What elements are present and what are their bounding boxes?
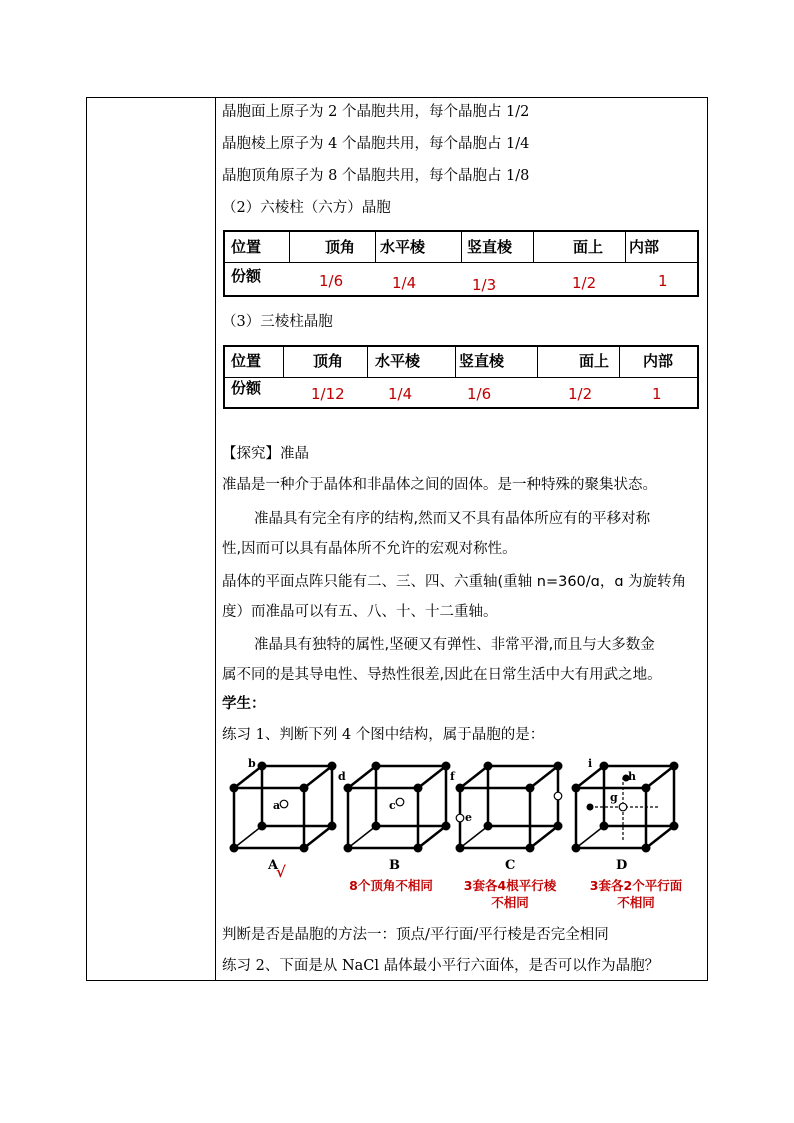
student-label: 学生：	[222, 696, 266, 712]
caption-d-line2: 不相同	[617, 895, 655, 910]
tri-col-divider	[283, 347, 284, 377]
point-label-d: d	[338, 770, 346, 783]
hex-col-divider	[289, 232, 290, 262]
tri-col-divider	[367, 347, 368, 377]
caption-b	[336, 877, 446, 894]
tri-row-label: 份额	[231, 379, 262, 397]
tri-prism-table	[223, 345, 699, 409]
caption-c	[452, 877, 568, 911]
exercise-1: 练习 1、判断下列 4 个图中结构，属于晶胞的是：	[222, 727, 545, 743]
point-label-i: i	[588, 757, 593, 770]
column-divider	[215, 97, 216, 981]
hex-col-divider	[625, 232, 626, 262]
hex-header-vertical-edge: 竖直棱	[467, 238, 513, 256]
hex-col-divider	[533, 232, 534, 262]
tri-col-divider	[455, 347, 456, 377]
point-label-c: c	[389, 799, 396, 812]
hex-col-divider	[461, 232, 462, 262]
point-label-a: a	[273, 799, 281, 812]
quasicrystal-axes-2: 度）而准晶可以有五、八、十、十二重轴。	[222, 604, 498, 620]
quasicrystal-definition: 准晶是一种介于晶体和非晶体之间的固体。是一种特殊的聚集状态。	[222, 477, 657, 493]
hex-value-face: 1/2	[572, 274, 597, 292]
hex-header-horizontal-edge: 水平棱	[380, 238, 426, 256]
caption-c-line2: 不相同	[491, 895, 529, 910]
hex-value-interior: 1	[658, 272, 668, 290]
hex-header-position: 位置	[231, 238, 262, 256]
point-label-f: f	[450, 770, 455, 783]
quasicrystal-structure-1: 准晶具有完全有序的结构,然而又不具有晶体所应有的平移对称	[254, 511, 651, 527]
hex-value-vertical-edge: 1/3	[472, 276, 497, 294]
tri-value-horizontal-edge: 1/4	[388, 385, 413, 403]
figure-label-b: B	[389, 858, 400, 873]
exercise-2: 练习 2、下面是从 NaCl 晶体最小平行六面体，是否可以作为晶胞？	[222, 958, 660, 974]
hex-prism-table	[223, 230, 699, 297]
tri-header-interior: 内部	[643, 352, 674, 370]
hex-col-divider	[375, 232, 376, 262]
cube-c	[460, 766, 558, 848]
quasicrystal-properties-2: 属不同的是其导电性、导热性很差,因此在日常生活中大有用武之地。	[222, 667, 662, 683]
tri-value-face: 1/2	[568, 385, 593, 403]
hex-value-corner: 1/6	[319, 272, 344, 290]
tri-header-face: 面上	[579, 352, 610, 370]
point-label-e: e	[465, 811, 472, 824]
check-mark: √	[276, 863, 286, 881]
method-line: 判断是否是晶胞的方法一：顶点/平行面/平行棱是否完全相同	[222, 927, 609, 943]
tri-header-horizontal-edge: 水平棱	[375, 352, 421, 370]
point-label-g: g	[610, 791, 618, 804]
hex-header-interior: 内部	[629, 238, 660, 256]
caption-c-line1: 3套各4根平行棱	[463, 878, 557, 893]
tri-section-title: （3）三棱柱晶胞	[222, 314, 333, 330]
figure-label-d: D	[616, 858, 628, 873]
hex-header-face: 面上	[573, 238, 604, 256]
figure-label-a: A	[268, 858, 279, 873]
hex-row-label: 份额	[231, 267, 262, 285]
cube-b	[348, 766, 446, 848]
tri-col-divider	[619, 347, 620, 377]
hex-value-horizontal-edge: 1/4	[392, 274, 417, 292]
tri-value-vertical-edge: 1/6	[467, 385, 492, 403]
text-line-edge: 晶胞棱上原子为 4 个晶胞共用，每个晶胞占 1/4	[222, 136, 530, 152]
quasicrystal-axes-1: 晶体的平面点阵只能有二、三、四、六重轴(重轴 n=360/ɑ，ɑ 为旋转角	[222, 574, 687, 590]
hex-header-corner: 顶角	[325, 238, 356, 256]
tri-header-corner: 顶角	[313, 352, 344, 370]
figure-label-c: C	[505, 858, 516, 873]
tri-header-position: 位置	[231, 352, 262, 370]
hex-section-title: （2）六棱柱（六方）晶胞	[222, 200, 391, 216]
tri-value-interior: 1	[652, 385, 662, 403]
tri-col-divider	[537, 347, 538, 377]
point-label-b: b	[248, 757, 256, 770]
tri-value-corner: 1/12	[311, 385, 345, 403]
quasicrystal-structure-2: 性,因而可以具有晶体所不允许的宏观对称性。	[222, 541, 517, 557]
caption-b-line1: 8个顶角不相同	[349, 878, 433, 893]
point-label-h: h	[628, 770, 636, 783]
tri-header-vertical-edge: 竖直棱	[459, 352, 505, 370]
quasicrystal-properties-1: 准晶具有独特的属性,坚硬又有弹性、非常平滑,而且与大多数金	[254, 637, 655, 653]
explore-title: 【探究】准晶	[222, 446, 309, 462]
caption-d-line1: 3套各2个平行面	[589, 878, 683, 893]
text-line-face: 晶胞面上原子为 2 个晶胞共用，每个晶胞占 1/2	[222, 104, 530, 120]
text-line-corner: 晶胞顶角原子为 8 个晶胞共用，每个晶胞占 1/8	[222, 168, 530, 184]
caption-d	[578, 877, 694, 911]
